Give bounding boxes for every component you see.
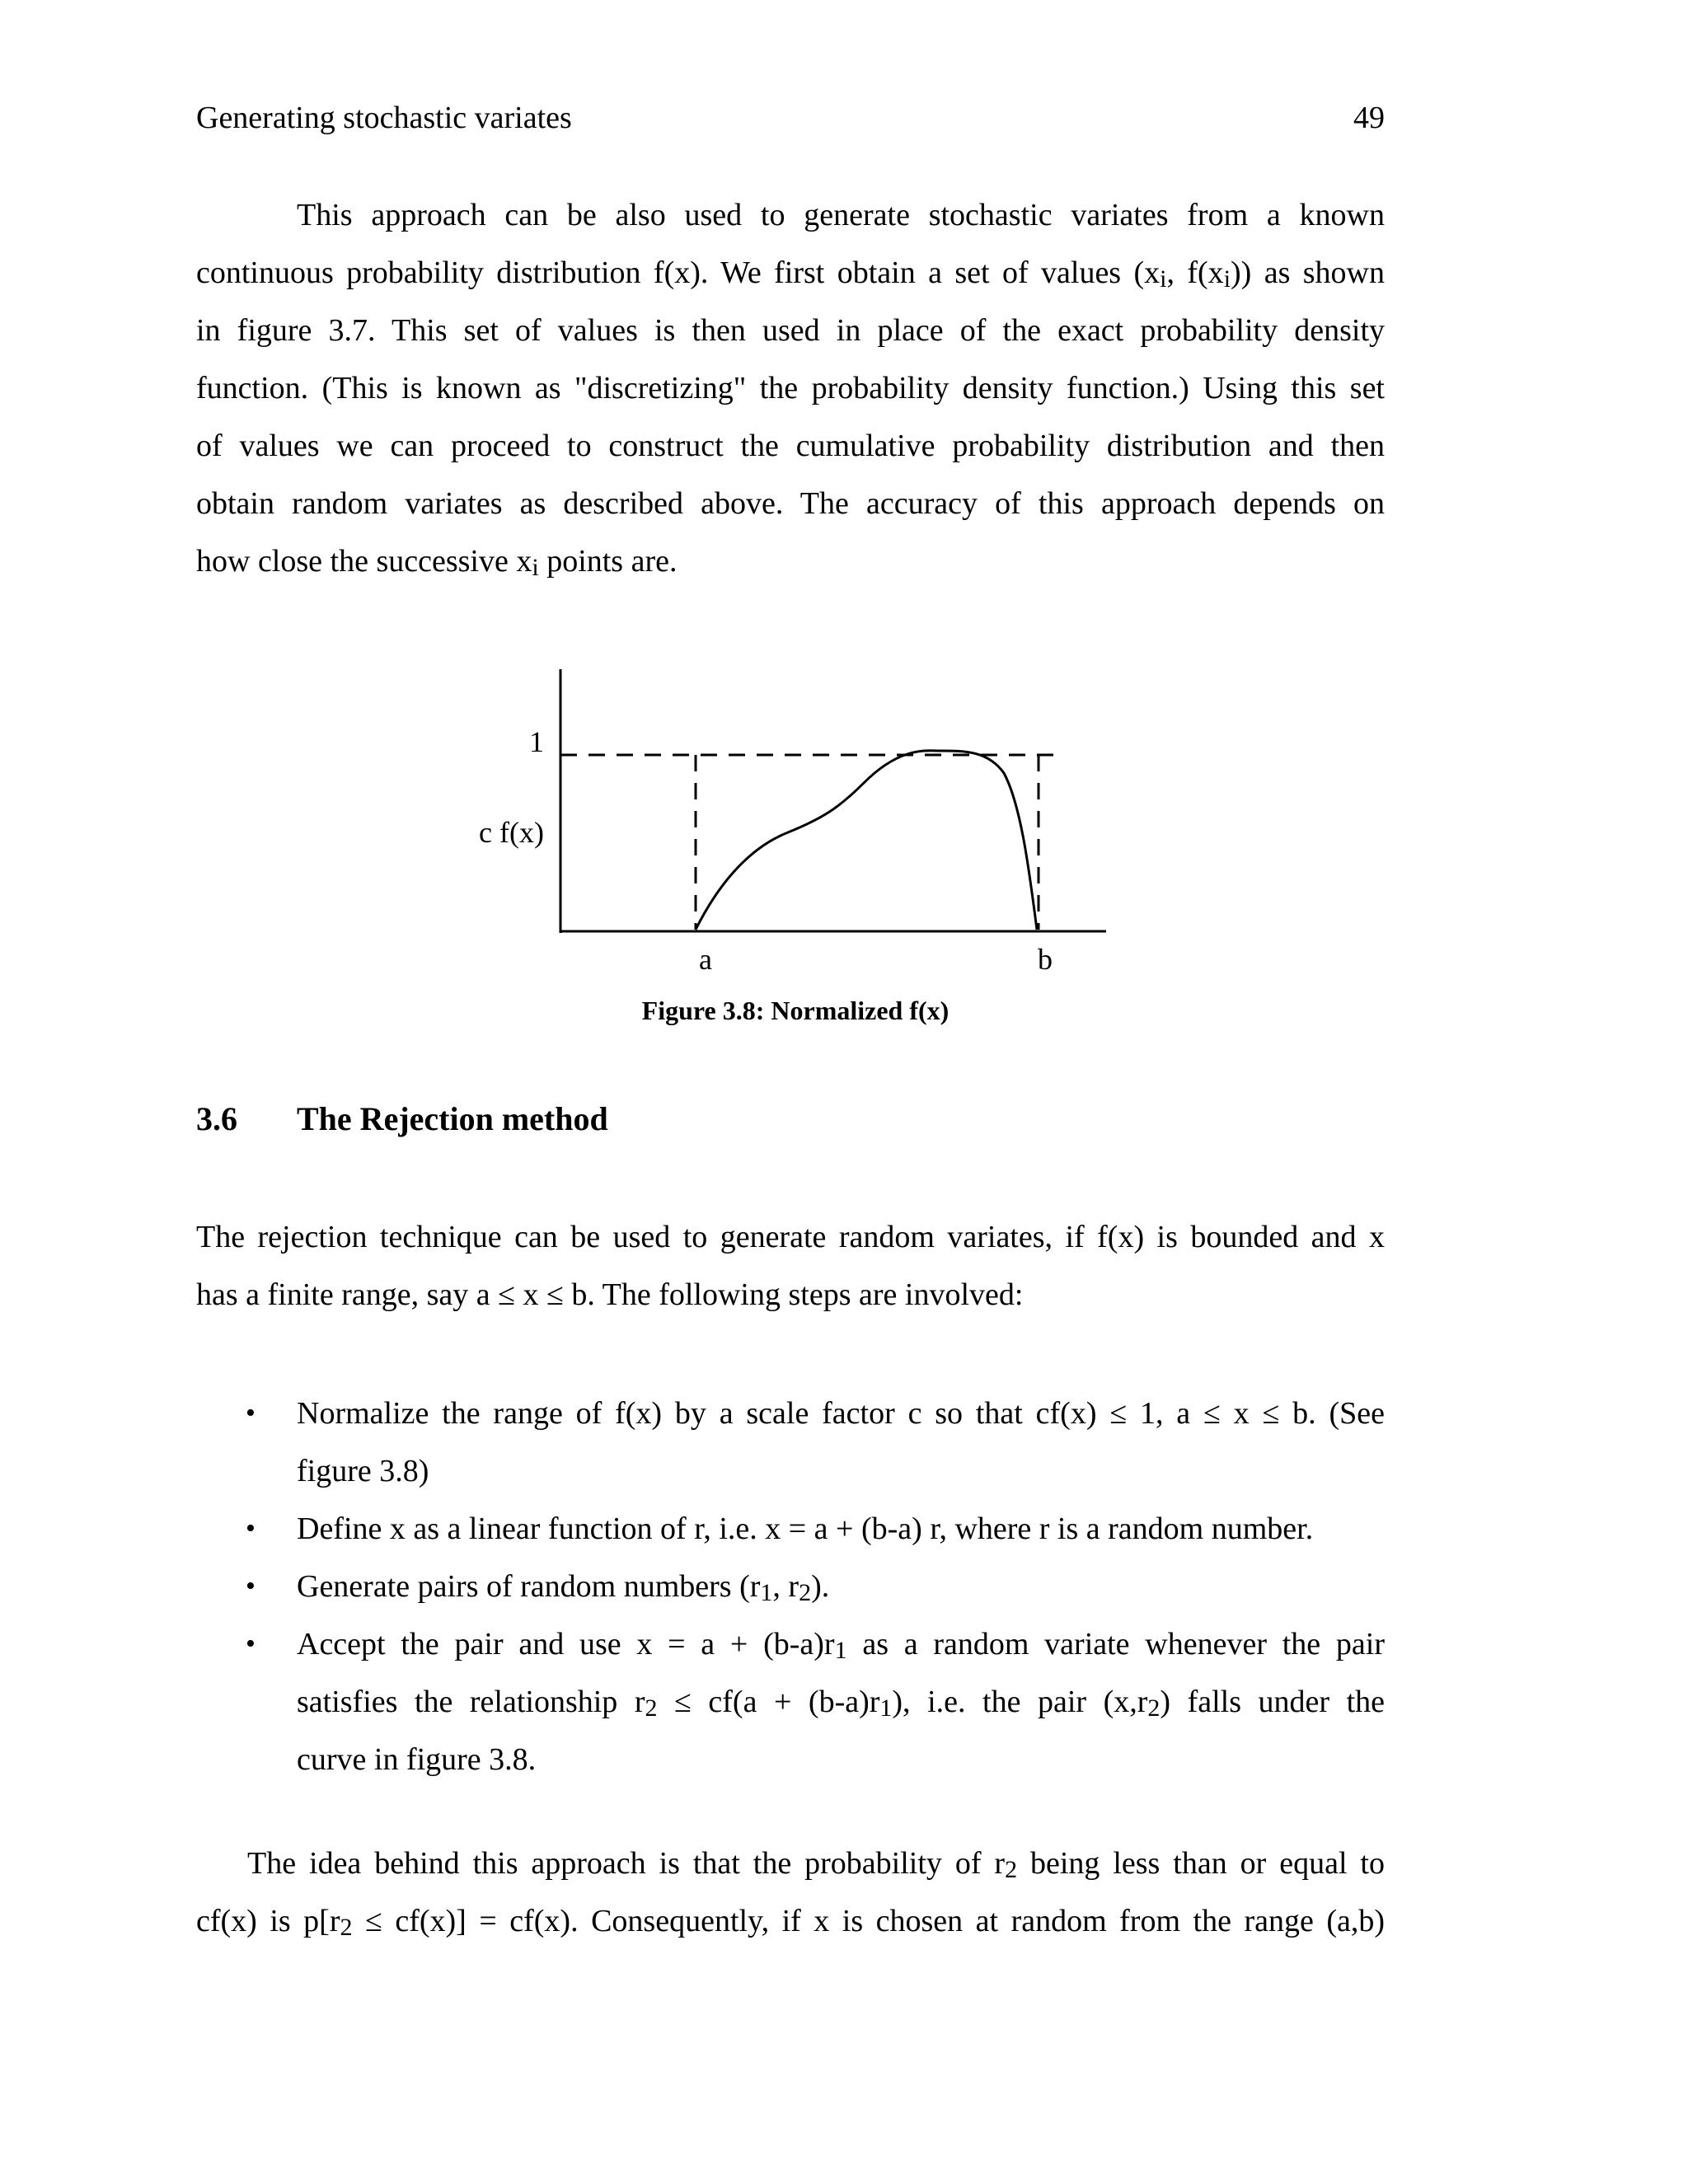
section-title: The Rejection method xyxy=(297,1100,608,1137)
bullet-icon: • xyxy=(246,1571,256,1601)
bullet-icon: • xyxy=(246,1513,256,1544)
text-line: Accept the pair and use x = a + (b-a)r1 as a random variate whenever the pair xyxy=(297,1627,1385,1664)
steps-list xyxy=(196,1385,1385,1788)
text-line: obtain random variates as described above. The accuracy of this approach depends on xyxy=(196,486,1385,521)
text-line: how close the successive xi points are. xyxy=(196,544,678,581)
y-tick-one: 1 xyxy=(529,725,544,758)
list-item xyxy=(196,1385,1385,1500)
text-line: The rejection technique can be used to generate random variates, if f(x) is bounded and x xyxy=(196,1220,1385,1254)
x-label-b: b xyxy=(1038,943,1053,976)
text-line: The idea behind this approach is that the probability of r2 being less than or equal to xyxy=(247,1846,1385,1883)
text-line: curve in figure 3.8. xyxy=(297,1742,537,1777)
page-number: 49 xyxy=(1353,101,1385,135)
text-line: satisfies the relationship r2 ≤ cf(a + (b-a)r1), i.e. the pair (x,r2) falls under the xyxy=(297,1685,1386,1722)
text-line: Generate pairs of random numbers (r1, r2). xyxy=(297,1569,830,1606)
text-line: cf(x) is p[r2 ≤ cf(x)] = cf(x). Consequently, if x is chosen at random from the range (a,b) xyxy=(196,1904,1386,1941)
section-number: 3.6 xyxy=(196,1100,237,1137)
x-label-a: a xyxy=(699,943,712,976)
list-item xyxy=(196,1558,1385,1615)
bullet-icon: • xyxy=(246,1629,256,1659)
text-line: in figure 3.7. This set of values is then used in place of the exact probability density xyxy=(196,313,1385,348)
text-line: of values we can proceed to construct the cumulative probability distribution and then xyxy=(196,429,1385,463)
text-line: figure 3.8) xyxy=(297,1454,429,1488)
y-axis-label: c f(x) xyxy=(479,816,544,849)
cfx-curve xyxy=(696,751,1037,930)
list-item xyxy=(196,1615,1385,1788)
paragraph-rejection-intro xyxy=(196,1208,1385,1324)
running-title: Generating stochastic variates xyxy=(196,101,572,135)
list-item xyxy=(196,1500,1385,1558)
text-line: This approach can be also used to generate stochastic variates from a known xyxy=(297,198,1385,232)
text-line: continuous probability distribution f(x). We first obtain a set of values (xi, f(xi)) as shown xyxy=(196,255,1385,293)
text-line: Define x as a linear function of r, i.e. x = a + (b-a) r, where r is a random number. xyxy=(297,1511,1314,1546)
text-line: function. (This is known as "discretizing" the probability density function.) Using this set xyxy=(196,371,1385,405)
figure-diagram xyxy=(196,0,1385,1071)
figure-caption: Figure 3.8: Normalized f(x) xyxy=(641,996,950,1025)
paragraph-idea xyxy=(196,1835,1385,1950)
text-line: Normalize the range of f(x) by a scale factor c so that cf(x) ≤ 1, a ≤ x ≤ b. (See xyxy=(297,1396,1385,1431)
bullet-icon: • xyxy=(246,1398,256,1428)
text-line: has a finite range, say a ≤ x ≤ b. The following steps are involved: xyxy=(196,1277,1024,1312)
